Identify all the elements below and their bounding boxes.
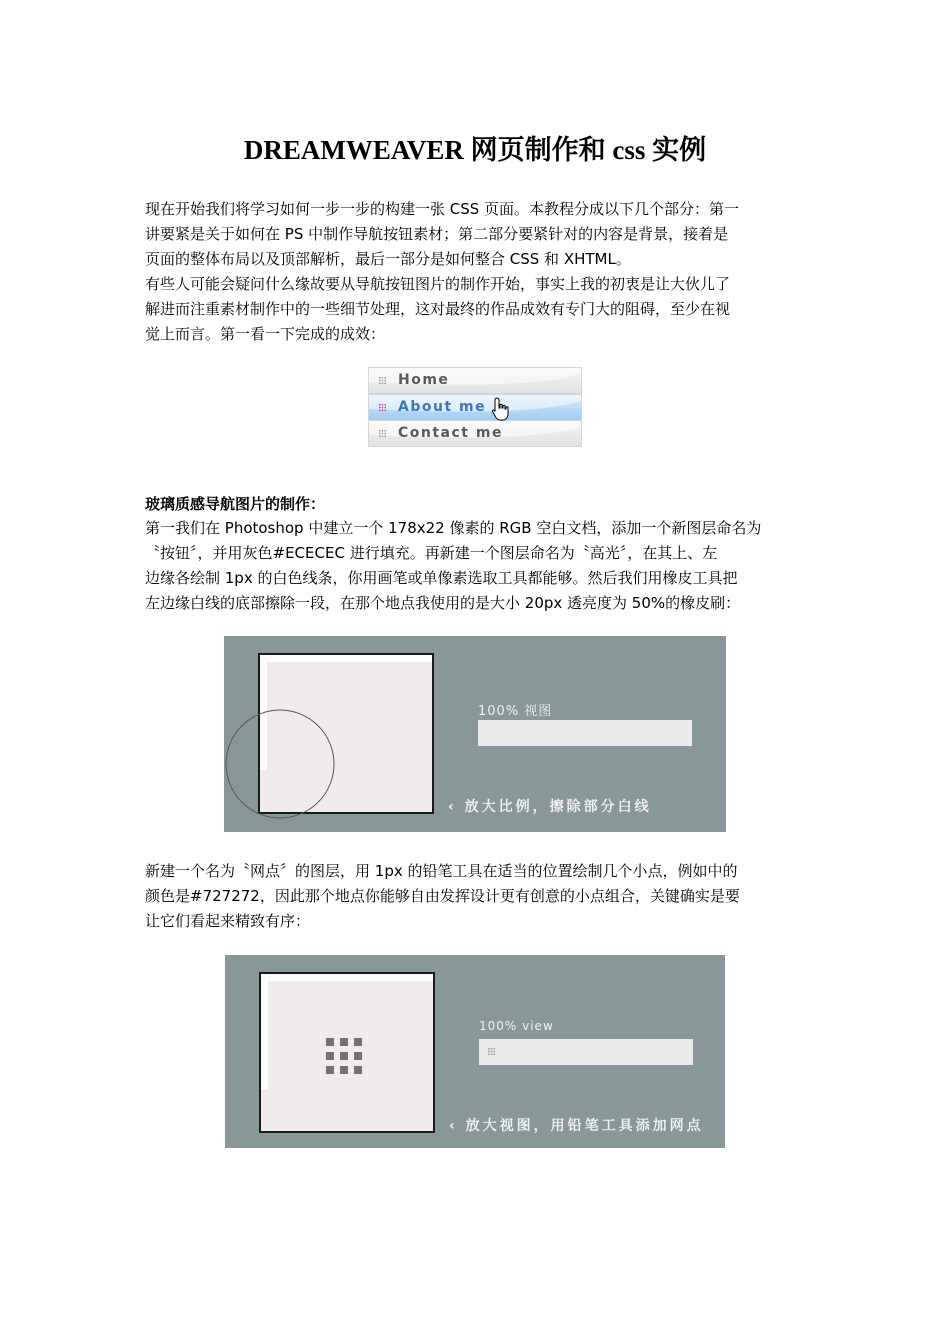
dots-paragraph: [145, 859, 810, 934]
nav-item-contact: [369, 421, 581, 446]
figure-caption: ‹ 放大比例，擦除部分白线: [448, 799, 652, 815]
figure-pencil-dots: [225, 955, 725, 1148]
nav-item-home: [369, 368, 581, 393]
canvas-preview: [259, 972, 435, 1133]
nav-demo-image: [368, 367, 582, 447]
dots-line: 新建一个名为〝网点〞的图层，用 1px 的铅笔工具在适当的位置绘制几个小点，例如中的: [145, 862, 738, 880]
intro-line: 解进而注重素材制作中的一些细节处理，这对最终的作品成效有专门大的阻碍，至少在视: [145, 300, 731, 318]
grid-dots-icon: [326, 1038, 364, 1076]
eraser-brush-circle: [224, 706, 339, 821]
white-left-line: [261, 974, 268, 1089]
section-line: 〝按钮〞，并用灰色#ECECEC 进行填充。再新建一个图层命名为〝高光〞，在其上、左: [145, 544, 718, 562]
nav-item-label: About me: [398, 399, 487, 415]
intro-line: 现在开始我们将学习如何一步一步的构建一张 CSS 页面。本教程分成以下几个部分：第一: [145, 200, 740, 218]
nav-item-about: [369, 395, 581, 420]
intro-line: 有些人可能会疑问什么缘故要从导航按钮图片的制作开始，事实上我的初衷是让大伙儿了: [145, 275, 731, 293]
section-line: 左边缘白线的底部擦除一段，在那个地点我使用的是大小 20px 透亮度为 50%的橡皮刷：: [145, 594, 741, 612]
dots-icon: [379, 404, 386, 411]
intro-line: 讲要紧是关于如何在 PS 中制作导航按钮素材；第二部分要紧针对的内容是背景，接着是: [145, 225, 729, 243]
dots-icon: [379, 377, 386, 384]
nav-item-label: Contact me: [398, 425, 503, 441]
section-paragraph: [145, 516, 810, 616]
figure-caption: ‹ 放大视图，用铅笔工具添加网点: [449, 1118, 704, 1134]
white-top-line: [261, 974, 433, 981]
document-title: DREAMWEAVER 网页制作和 css 实例: [243, 135, 707, 165]
dots-icon: [488, 1048, 495, 1055]
zoom-label: 100% 视图: [478, 704, 553, 719]
section-heading: 玻璃质感导航图片的制作：: [145, 495, 326, 513]
intro-line: 觉上而言。第一看一下完成的成效：: [145, 325, 386, 343]
intro-line: 页面的整体布局以及顶部解析，最后一部分是如何整合 CSS 和 XHTML。: [145, 250, 631, 268]
preview-bar: [478, 720, 692, 746]
preview-bar: [479, 1039, 693, 1065]
dots-line: 让它们看起来精致有序：: [145, 912, 311, 930]
figure-eraser: [224, 636, 726, 832]
intro-paragraph: [145, 197, 810, 347]
dots-icon: [379, 430, 386, 437]
section-line: 边缘各绘制 1px 的白色线条，你用画笔或单像素选取工具都能够。然后我们用橡皮工具把: [145, 569, 738, 587]
section-line: 第一我们在 Photoshop 中建立一个 178x22 像素的 RGB 空白文档，添加一个新图层命名为: [145, 519, 762, 537]
dots-line: 颜色是#727272，因此那个地点你能够自由发挥设计更有创意的小点组合，关键确实是要: [145, 887, 740, 905]
hand-cursor-icon: [491, 397, 511, 421]
white-top-line: [260, 655, 432, 662]
zoom-label: 100% view: [479, 1019, 554, 1033]
nav-item-label: Home: [398, 372, 450, 388]
